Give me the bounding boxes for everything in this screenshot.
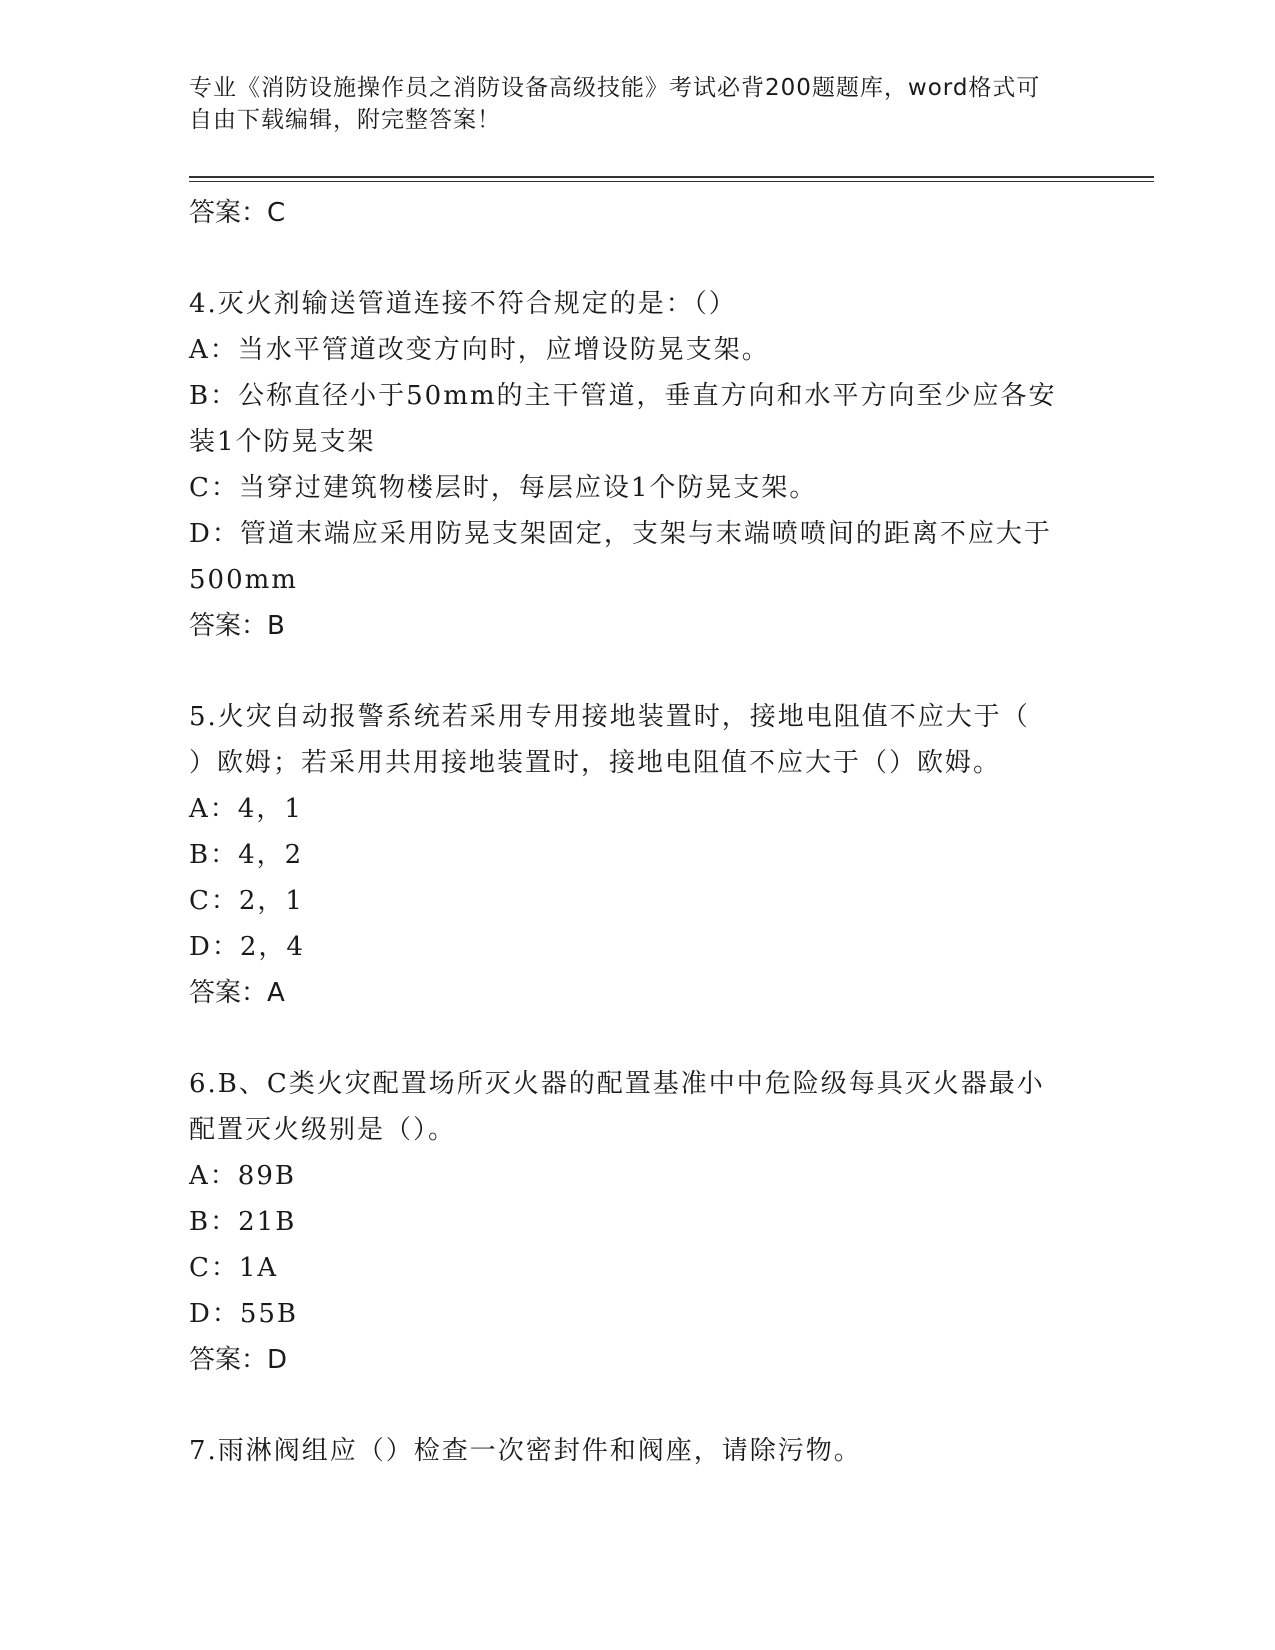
option-b: B：21B (189, 1207, 297, 1237)
option-a: A：89B (189, 1161, 296, 1191)
option-d: D：2，4 (189, 932, 305, 962)
question-stem: 7.雨淋阀组应（）检查一次密封件和阀座，请除污物。 (189, 1436, 862, 1466)
question-list (189, 190, 1089, 1474)
option-d: D：55B (189, 1299, 299, 1329)
answer: 答案：D (189, 1345, 288, 1375)
question-5 (189, 694, 1089, 1016)
question-6 (189, 1061, 1089, 1383)
question-stem: 5.火灾自动报警系统若采用专用接地装置时，接地电阻值不应大于（ (189, 702, 1030, 732)
option-b: B：4，2 (189, 840, 304, 870)
option-b-continued: 装1个防晃支架 (189, 427, 376, 457)
answer: 答案：B (189, 611, 285, 641)
header-line-2: 自由下载编辑，附完整答案！ (189, 107, 501, 133)
option-c: C：当穿过建筑物楼层时，每层应设1个防晃支架。 (189, 473, 818, 503)
option-a: A：当水平管道改变方向时，应增设防晃支架。 (189, 335, 770, 365)
option-c: C：2，1 (189, 886, 304, 916)
option-d: D：管道末端应采用防晃支架固定，支架与末端喷喷间的距离不应大于 (189, 519, 1052, 549)
header-divider-thin (189, 181, 1154, 182)
question-stem: 6.B、C类火灾配置场所灭火器的配置基准中中危险级每具灭火器最小 (189, 1069, 1045, 1099)
document-header (189, 72, 1069, 136)
option-b: B：公称直径小于50mm的主干管道，垂直方向和水平方向至少应各安 (189, 381, 1057, 411)
option-d-continued: 500mm (189, 565, 298, 595)
option-a: A：4，1 (189, 794, 303, 824)
answer-q3: 答案：C (189, 198, 286, 228)
header-line-1: 专业《消防设施操作员之消防设备高级技能》考试必背200题题库，word格式可 (189, 75, 1041, 101)
question-stem-continued: ）欧姆；若采用共用接地装置时，接地电阻值不应大于（）欧姆。 (189, 748, 1002, 778)
header-divider (189, 176, 1154, 178)
question-7 (189, 1428, 1089, 1474)
question-stem: 4.灭火剂输送管道连接不符合规定的是：（） (189, 289, 737, 319)
question-4 (189, 281, 1089, 649)
question-stem-continued: 配置灭火级别是（）。 (189, 1115, 457, 1145)
option-c: C：1A (189, 1253, 279, 1283)
answer: 答案：A (189, 978, 285, 1008)
